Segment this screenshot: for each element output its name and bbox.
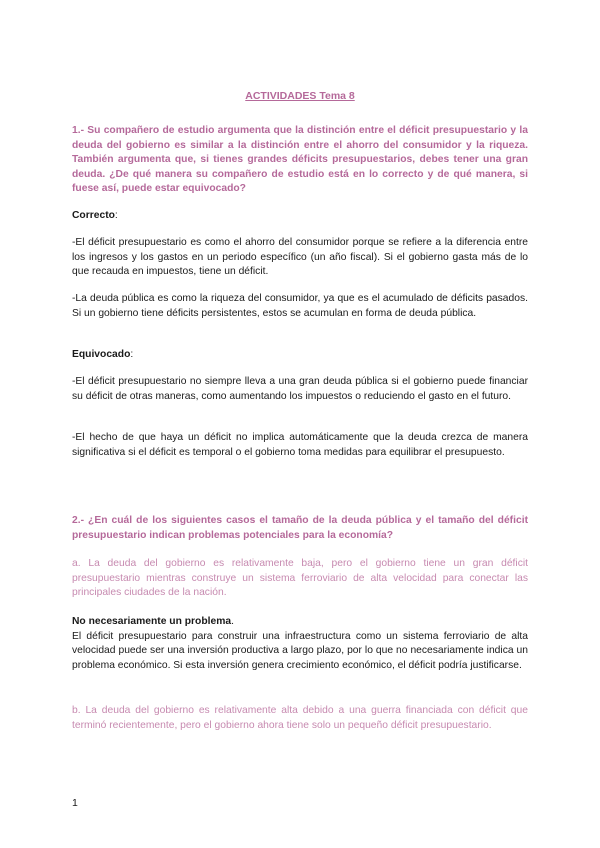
question-2: 2.- ¿En cuál de los siguientes casos el tamaño de la deuda pública y el tamaño del déficit presupuestario indican problemas potenciales para la economía? [72, 515, 528, 541]
correct-paragraph-1: -El déficit presupuestario es como el ahorro del consumidor porque se refiere a la diferencia entre los ingresos y los gastos en un periodo específico (un año fiscal). Si el gobierno gasta más de lo que recauda en impuestos, tiene un déficit. [72, 237, 528, 278]
wrong-paragraph-1: -El déficit presupuestario no siempre lleva a una gran deuda pública si el gobierno puede financiar su déficit de otras maneras, como aumentando los impuestos o reduciendo el gasto en el futuro. [72, 376, 528, 402]
correct-paragraph-2: -La deuda pública es como la riqueza del consumidor, ya que es el acumulado de déficits pasados. Si un gobierno tiene déficits persistentes, estos se acumulan en forma de deuda pública. [72, 293, 528, 319]
question-2a: a. La deuda del gobierno es relativamente baja, pero el gobierno tiene un gran déficit presupuestario mientras construye un sistema ferroviario de alta velocidad para conectar las principales ciudades de la nación. [72, 558, 528, 599]
wrong-paragraph-2: -El hecho de que haya un déficit no implica automáticamente que la deuda crezca de manera significativa si el déficit es temporal o el gobierno toma medidas para equilibrar el presupuesto. [72, 432, 528, 458]
page-title: ACTIVIDADES Tema 8 [245, 90, 355, 102]
answer-2a-label: No necesariamente un problema [72, 616, 232, 627]
wrong-label: Equivocado [72, 349, 131, 360]
correct-heading: Correcto: [72, 210, 118, 221]
page-number: 1 [72, 797, 78, 809]
wrong-heading: Equivocado: [72, 349, 134, 360]
question-2a-answer [72, 615, 528, 673]
correct-label: Correcto [72, 210, 115, 221]
question-2b: b. La deuda del gobierno es relativamente alta debido a una guerra financiada con déficit que terminó recientemente, pero el gobierno ahora tiene solo un pequeño déficit presupuestario. [72, 705, 528, 731]
answer-2a-text: El déficit presupuestario para construir una infraestructura como un sistema ferroviario de alta velocidad puede ser una inversión productiva a largo plazo, por lo que no necesariamente indica un problema económico. Si esta inversión genera crecimiento económico, el déficit podría justificarse. [72, 630, 528, 671]
question-1: 1.- Su compañero de estudio argumenta que la distinción entre el déficit presupuestario y la deuda del gobierno es similar a la distinción entre el ahorro del consumidor y la riqueza. También argumenta que, si tienes grandes déficits presupuestarios, debes tener una gran deuda. ¿De qué manera su compañero de estudio está en lo correcto y de qué manera, si fuese así, puede estar equivocado? [72, 125, 528, 195]
answer-2a-heading: No necesariamente un problema. [72, 616, 234, 627]
